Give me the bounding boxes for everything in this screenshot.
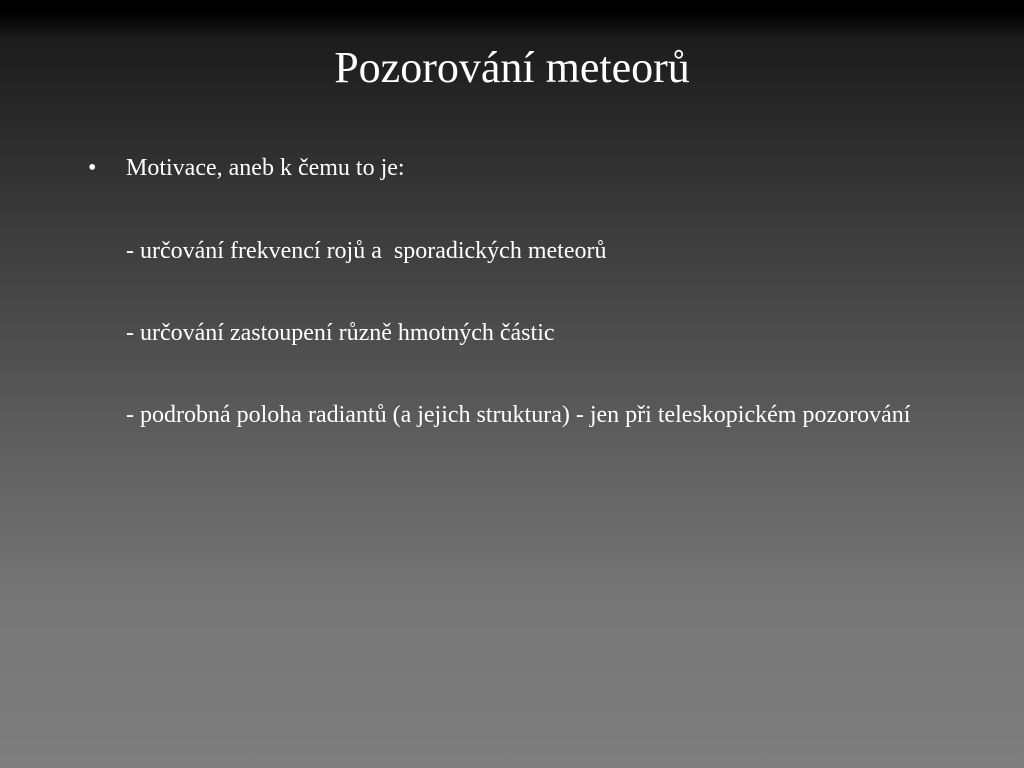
bullet-text: Motivace, aneb k čemu to je: — [126, 155, 405, 181]
list-item: - podrobná poloha radiantů (a jejich struktura) - jen při teleskopickém pozorování — [126, 402, 911, 428]
bullet-item — [88, 150, 405, 186]
slide-title: Pozorování meteorů — [334, 43, 690, 92]
list-item: - určování frekvencí rojů a sporadických meteorů — [126, 238, 607, 264]
list-item: - určování zastoupení různě hmotných částic — [126, 320, 555, 346]
bullet-icon: • — [88, 155, 97, 181]
